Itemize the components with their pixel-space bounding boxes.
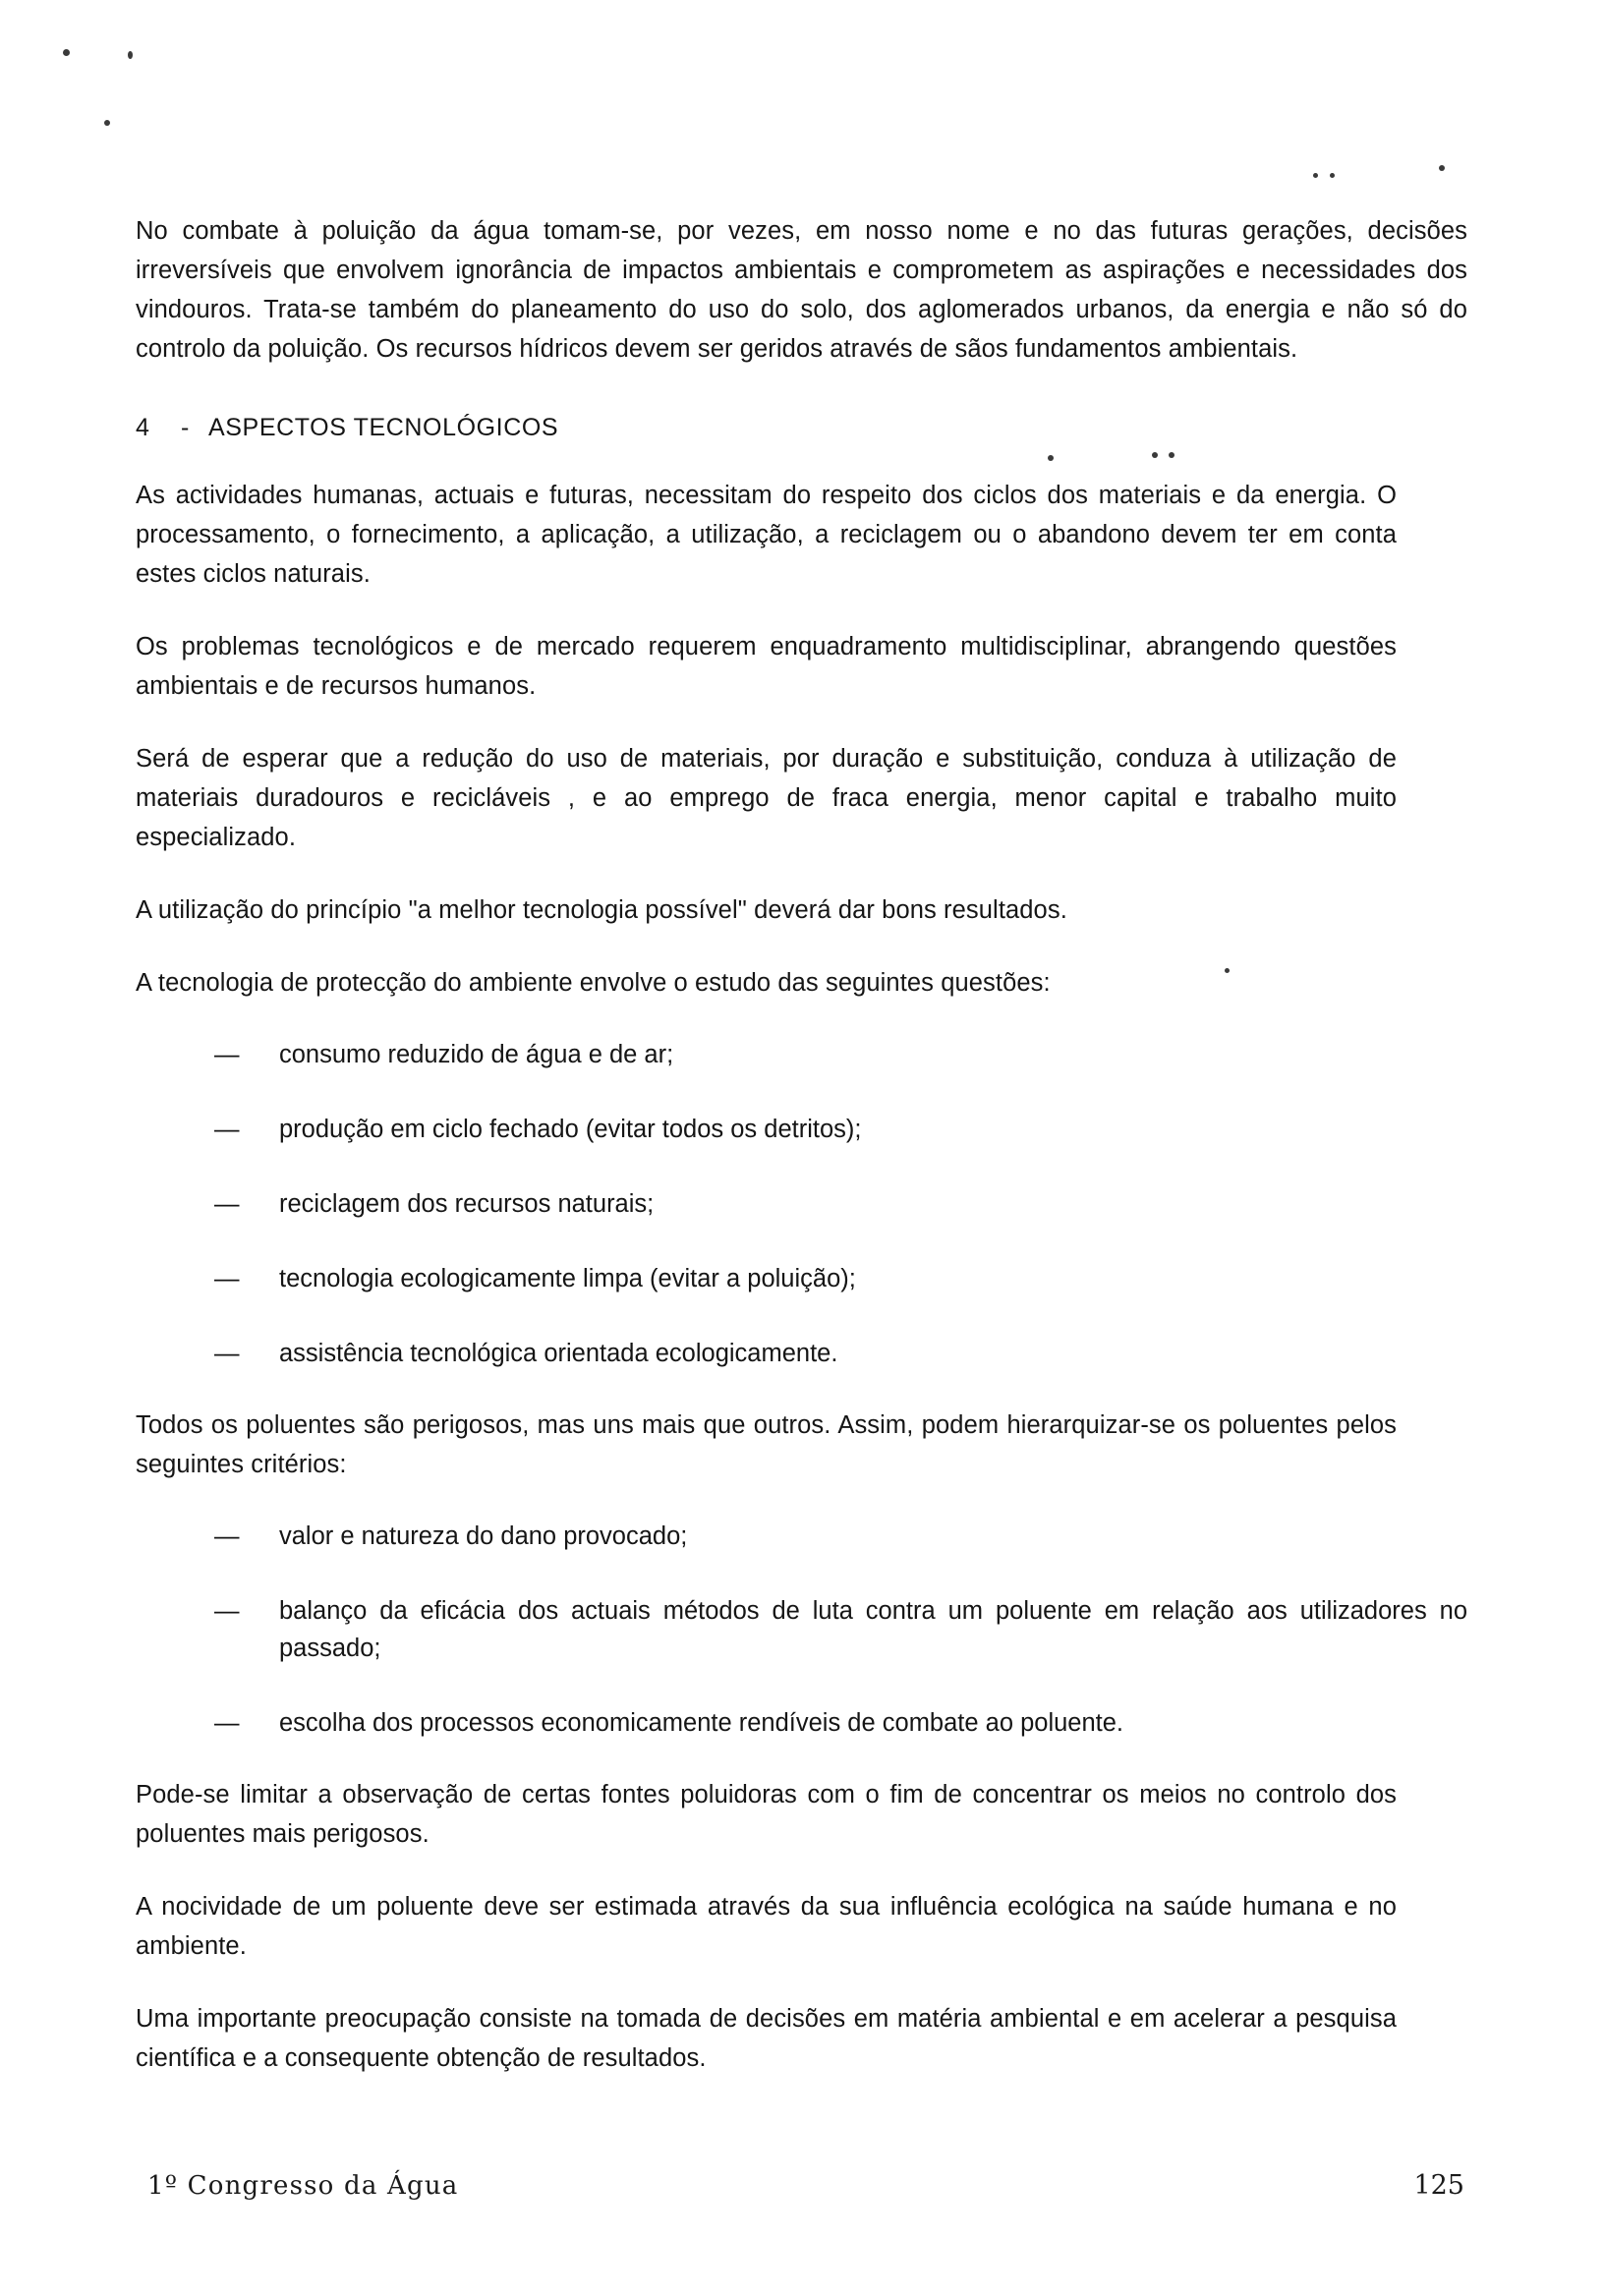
section-number: 4 [136, 414, 150, 441]
page-number: 125 [1413, 2170, 1464, 2201]
bullet-dash-icon: — [214, 1265, 240, 1292]
criteria-list [206, 1518, 1467, 1742]
bullet-dash-icon: — [214, 1041, 240, 1068]
list-item-text: escolha dos processos economicamente rendíveis de combate ao poluente. [279, 1709, 1124, 1737]
paragraph-4: A utilização do princípio "a melhor tecnologia possível" deverá dar bons resultados. [136, 896, 1067, 924]
paragraph-7: Pode-se limitar a observação de certas fontes poluidoras com o fim de concentrar os meios no controlo dos poluentes mais perigosos. [136, 1781, 1397, 1848]
bullet-dash-icon: — [214, 1597, 240, 1625]
section-dash: - [181, 414, 190, 441]
bullet-dash-icon: — [214, 1340, 240, 1367]
technology-question-list [206, 1036, 1467, 1372]
scan-speck [1330, 173, 1335, 178]
paragraph-intro: No combate à poluição da água tomam-se, por vezes, em nosso nome e no das futuras gerações, decisões irreversíveis que envolvem ignorância de impactos ambientais e comprometem as aspirações e necessidades dos vindouros. Trata-se também do planeamento do uso do solo, dos aglomerados urbanos, da energia e não só do controlo da poluição. Os recursos hídricos devem ser geridos através de sãos fundamentos ambientais. [136, 217, 1467, 363]
paragraph-5: A tecnologia de protecção do ambiente envolve o estudo das seguintes questões: [136, 969, 1051, 997]
list-item-text: reciclagem dos recursos naturais; [279, 1190, 655, 1218]
paragraph-6: Todos os poluentes são perigosos, mas uns mais que outros. Assim, podem hierarquizar-se os poluentes pelos seguintes critérios: [136, 1411, 1397, 1478]
scan-speck [1313, 173, 1318, 178]
scan-speck [1439, 165, 1445, 171]
section-heading [136, 414, 1467, 442]
bullet-dash-icon: — [214, 1522, 240, 1550]
page-footer [147, 2170, 1464, 2201]
paragraph-2: Os problemas tecnológicos e de mercado requerem enquadramento multidisciplinar, abrangendo questões ambientais e de recursos humanos. [136, 633, 1397, 700]
list-item [206, 1335, 1467, 1372]
bullet-dash-icon: — [214, 1190, 240, 1218]
list-item [206, 1592, 1467, 1667]
list-item [206, 1185, 1467, 1223]
paragraph-9: Uma importante preocupação consiste na tomada de decisões em matéria ambiental e em acelerar a pesquisa científica e a consequente obtenção de resultados. [136, 2005, 1397, 2072]
bullet-dash-icon: — [214, 1116, 240, 1143]
list-item [206, 1260, 1467, 1297]
list-item-text: produção em ciclo fechado (evitar todos os detritos); [279, 1116, 862, 1143]
list-item-text: assistência tecnológica orientada ecologicamente. [279, 1340, 838, 1367]
paragraph-8: A nocividade de um poluente deve ser estimada através da sua influência ecológica na saúde humana e no ambiente. [136, 1893, 1397, 1960]
paragraph-3: Será de esperar que a redução do uso de materiais, por duração e substituição, conduza à utilização de materiais duradouros e recicláveis , e ao emprego de fraca energia, menor capital e trabalho muito especializado. [136, 745, 1397, 851]
list-item-text: balanço da eficácia dos actuais métodos de luta contra um poluente em relação aos utilizadores no passado; [279, 1597, 1467, 1662]
footer-congress-label: 1º Congresso da Água [147, 2171, 459, 2201]
scan-speck [63, 49, 70, 56]
bullet-dash-icon: — [214, 1709, 240, 1737]
list-item-text: tecnologia ecologicamente limpa (evitar a poluição); [279, 1265, 856, 1292]
list-item-text: valor e natureza do dano provocado; [279, 1522, 688, 1550]
document-body [136, 211, 1467, 2078]
scan-speck [104, 120, 110, 126]
list-item [206, 1518, 1467, 1555]
list-item [206, 1111, 1467, 1148]
list-item [206, 1704, 1467, 1742]
list-item [206, 1036, 1467, 1073]
paragraph-1: As actividades humanas, actuais e futuras, necessitam do respeito dos ciclos dos materiais e da energia. O processamento, o fornecimento, a aplicação, a utilização, a reciclagem ou o abandono devem ter em conta estes ciclos naturais. [136, 482, 1397, 588]
section-title: ASPECTOS TECNOLÓGICOS [208, 414, 559, 441]
scan-speck [128, 51, 133, 59]
list-item-text: consumo reduzido de água e de ar; [279, 1041, 674, 1068]
